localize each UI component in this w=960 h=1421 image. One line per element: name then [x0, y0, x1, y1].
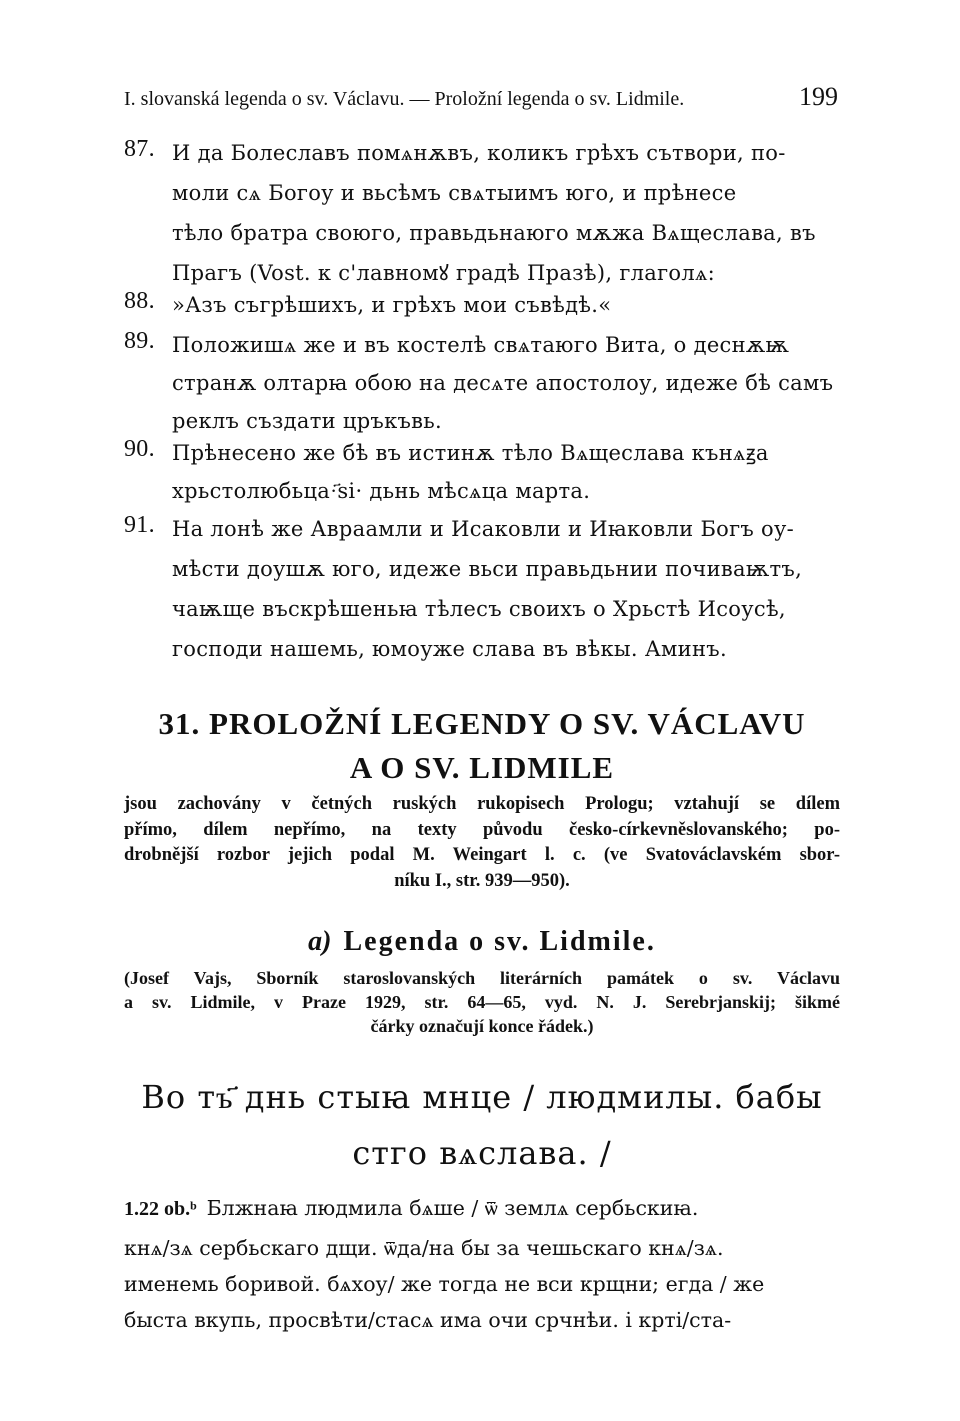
verse-number: 88.: [124, 288, 155, 314]
verse-number: 90.: [124, 436, 155, 462]
source-line: (Josef Vajs, Sborník staroslovanských literárních památek o sv. Václavu: [124, 968, 840, 988]
intro-line: přímo, dílem nepřímo, na texty původu česko-církevněslovanského; po-: [124, 819, 840, 840]
source-line: a sv. Lidmile, v Praze 1929, str. 64—65, vyd. N. J. Serebrjanskij; šikmé: [124, 992, 840, 1012]
cs-heading-line1: Во тъ҃ днь стыꙗ мнце / людмилы. бабы: [141, 1078, 823, 1116]
verse-line: тѣло братра своюго, правьдьнаюго мѫжа Вѧщеслава, въ: [172, 221, 816, 245]
subsection-title: [124, 926, 840, 958]
verse-line: моли сѧ Богоу и вьсѣмъ свѧтыимъ юго, и прѣнесе: [172, 181, 737, 205]
verse-line: Прѣнесено же бѣ въ истинѫ тѣло Вѧщеслава кънѧꙃа: [172, 441, 769, 465]
verse-number: 89.: [124, 328, 155, 354]
page-number: 199: [799, 82, 838, 111]
verse-line: странѫ олтарꙗ обою на десѧте апостолоу, идеже бѣ самъ: [172, 371, 834, 395]
source-line: čárky označují konce řádek.): [370, 1016, 594, 1036]
subsection-letter: a): [308, 926, 332, 957]
section-title-line1: 31. PROLOŽNÍ LEGENDY O SV. VÁCLAVU: [158, 706, 806, 741]
verse-line: чаѭще въскрѣшеньꙗ тѣлесъ своихъ о Хрьстѣ Исоусѣ,: [172, 597, 786, 621]
verse-line: И да Болеславъ помѧнѫвъ, коликъ грѣхъ сътвори, по-: [172, 141, 786, 165]
verse-line: Прагъ (Vost. к с'лавномꙋ градѣ Празѣ), глаголѧ:: [172, 261, 716, 285]
intro-line: jsou zachovány v četných ruských rukopisech Prologu; vztahují se dílem: [124, 794, 840, 814]
verse-line: На лонѣ же Авраамли и Исаковли и Иꙗковли Богъ оу-: [172, 517, 795, 541]
verse-number: 91.: [124, 512, 155, 538]
verse-line: хрьстолюбьца·҃ѕі· дьнь мѣсѧца марта.: [172, 479, 591, 503]
subsection-title-text: Legenda o sv. Lidmile.: [343, 926, 656, 957]
verse-line: реклъ създати цръкъвь.: [172, 409, 443, 433]
section-intro: [124, 792, 840, 894]
verse-line: »Азъ съгрѣшихъ, и грѣхъ мои съвѣдѣ.«: [172, 293, 612, 317]
source-citation: [124, 966, 840, 1038]
cs-text-line: именемь боривой. бѧхоу/ же тогда не вси крщни; егда / же: [124, 1272, 765, 1296]
cs-heading-line2: стго вѧслава. /: [352, 1134, 612, 1172]
folio-reference: 1.22 ob.ᵇ: [124, 1198, 197, 1220]
cs-text-line: кнѧ/зѧ сербьскаго дщи. ѿда/на бы за чешьскаго кнѧ/зѧ.: [124, 1236, 724, 1260]
cs-text-line: [124, 1196, 840, 1221]
intro-line: drobnější rozbor jejich podal M. Weingart l. c. (ve Svatováclavském sbor-: [124, 845, 840, 865]
verse-line: мѣсти доушѫ юго, идеже вьси правьдьнии почиваѭтъ,: [172, 557, 803, 581]
section-title-line2: A O SV. LIDMILE: [349, 750, 615, 785]
verse-number: 87.: [124, 136, 155, 162]
running-head: [124, 82, 838, 112]
verse-line: господи нашемь, юмоуже слава въ вѣкы. Аминъ.: [172, 637, 727, 661]
intro-line: níku I., str. 939—950).: [394, 870, 570, 891]
cs-text-line: быста вкупь, просвѣти/стасѧ има очи срчнѣи. і крті/ста-: [124, 1308, 732, 1332]
cs-text-content: Блжнаꙗ людмила бѧше / ѿ землѧ сербьскиꙗ.: [206, 1196, 699, 1220]
verse-line: Положишѧ же и въ костелѣ свѧтаюго Вита, о деснѫѭ: [172, 333, 790, 357]
running-title: I. slovanská legenda o sv. Václavu. — Proložní legenda o sv. Lidmile.: [124, 88, 685, 110]
